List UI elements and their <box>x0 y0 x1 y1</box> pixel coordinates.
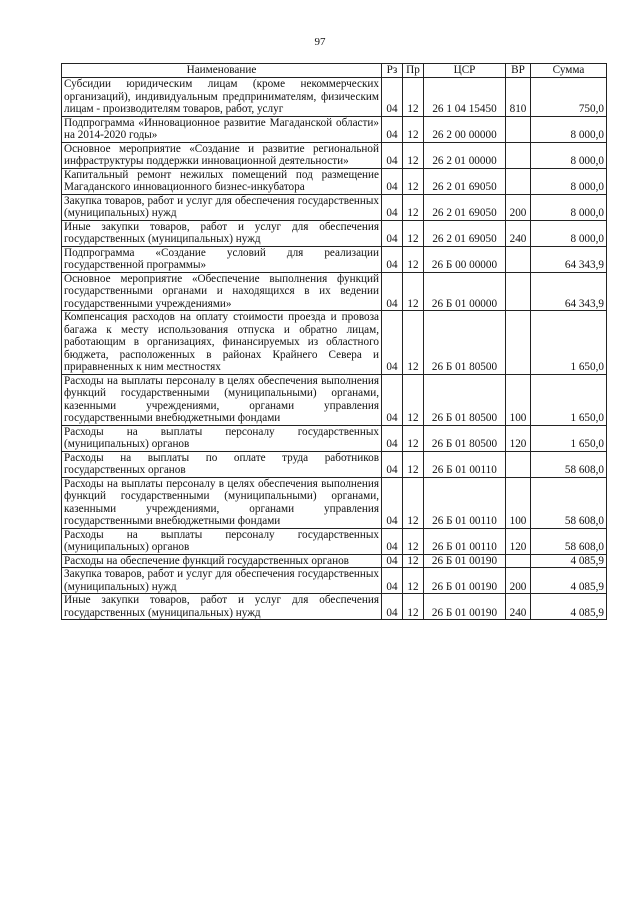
cell-vr: 120 <box>506 528 531 554</box>
cell-sum: 1 650,0 <box>531 425 607 451</box>
page-number: 97 <box>314 36 326 48</box>
cell-csr: 26 2 01 69050 <box>424 194 506 220</box>
header-vr: ВР <box>506 64 531 78</box>
cell-name: Капитальный ремонт нежилых помещений под размещение Магаданского инновационного бизнес-инкубатора <box>62 168 382 194</box>
cell-vr: 200 <box>506 568 531 594</box>
table-row <box>62 78 607 117</box>
table-row <box>62 168 607 194</box>
cell-pr: 12 <box>403 425 424 451</box>
table-row <box>62 311 607 375</box>
cell-rz: 04 <box>382 272 403 311</box>
table-row <box>62 220 607 246</box>
cell-pr: 12 <box>403 477 424 528</box>
cell-sum: 8 000,0 <box>531 168 607 194</box>
cell-sum: 4 085,9 <box>531 554 607 568</box>
cell-rz: 04 <box>382 528 403 554</box>
cell-rz: 04 <box>382 246 403 272</box>
cell-rz: 04 <box>382 568 403 594</box>
cell-vr <box>506 246 531 272</box>
table-row <box>62 554 607 568</box>
table-row <box>62 528 607 554</box>
cell-rz: 04 <box>382 554 403 568</box>
header-sum: Сумма <box>531 64 607 78</box>
cell-name: Подпрограмма «Создание условий для реализации государственной программы» <box>62 246 382 272</box>
cell-rz: 04 <box>382 374 403 425</box>
cell-name: Закупка товаров, работ и услуг для обеспечения государственных (муниципальных) нужд <box>62 568 382 594</box>
cell-sum: 58 608,0 <box>531 477 607 528</box>
cell-csr: 26 Б 01 80500 <box>424 311 506 375</box>
cell-csr: 26 1 04 15450 <box>424 78 506 117</box>
cell-csr: 26 2 00 00000 <box>424 116 506 142</box>
cell-name: Иные закупки товаров, работ и услуг для обеспечения государственных (муниципальных) нужд <box>62 220 382 246</box>
cell-vr: 100 <box>506 477 531 528</box>
cell-csr: 26 Б 01 00000 <box>424 272 506 311</box>
cell-rz: 04 <box>382 425 403 451</box>
cell-vr: 810 <box>506 78 531 117</box>
cell-pr: 12 <box>403 220 424 246</box>
cell-name: Компенсация расходов на оплату стоимости проезда и провоза багажа к месту использования отпуска и обратно лицам, работающим в организациях, финансируемых из областного бюджета, расположенных в районах Крайнего Севера и приравненных к ним местностях <box>62 311 382 375</box>
cell-sum: 8 000,0 <box>531 142 607 168</box>
cell-rz: 04 <box>382 168 403 194</box>
cell-pr: 12 <box>403 554 424 568</box>
cell-vr <box>506 116 531 142</box>
cell-sum: 4 085,9 <box>531 568 607 594</box>
cell-name: Подпрограмма «Инновационное развитие Магаданской области» на 2014-2020 годы» <box>62 116 382 142</box>
cell-vr <box>506 451 531 477</box>
cell-csr: 26 Б 00 00000 <box>424 246 506 272</box>
cell-name: Иные закупки товаров, работ и услуг для обеспечения государственных (муниципальных) нужд <box>62 594 382 620</box>
table-row <box>62 272 607 311</box>
table-row <box>62 246 607 272</box>
cell-csr: 26 Б 01 00110 <box>424 451 506 477</box>
cell-rz: 04 <box>382 194 403 220</box>
cell-pr: 12 <box>403 311 424 375</box>
cell-name: Расходы на выплаты персоналу в целях обеспечения выполнения функций государственными (муниципальными) органами, казенными учреждениями, органами управления государственными внебюджетными фондами <box>62 374 382 425</box>
cell-vr: 200 <box>506 194 531 220</box>
cell-name: Основное мероприятие «Обеспечение выполнения функций государственными органами и находящихся в их ведении государственными учреждениями» <box>62 272 382 311</box>
cell-rz: 04 <box>382 594 403 620</box>
cell-sum: 1 650,0 <box>531 311 607 375</box>
cell-csr: 26 Б 01 00110 <box>424 477 506 528</box>
cell-pr: 12 <box>403 194 424 220</box>
cell-vr: 240 <box>506 220 531 246</box>
cell-pr: 12 <box>403 374 424 425</box>
cell-pr: 12 <box>403 116 424 142</box>
cell-name: Расходы на выплаты персоналу государственных (муниципальных) органов <box>62 425 382 451</box>
cell-sum: 64 343,9 <box>531 272 607 311</box>
table-row <box>62 116 607 142</box>
cell-csr: 26 2 01 00000 <box>424 142 506 168</box>
table-row <box>62 194 607 220</box>
table-header-row <box>62 64 607 78</box>
cell-vr <box>506 272 531 311</box>
cell-sum: 8 000,0 <box>531 194 607 220</box>
table-row <box>62 425 607 451</box>
cell-rz: 04 <box>382 78 403 117</box>
cell-vr <box>506 142 531 168</box>
cell-csr: 26 Б 01 00190 <box>424 554 506 568</box>
cell-csr: 26 Б 01 00110 <box>424 528 506 554</box>
table-row <box>62 374 607 425</box>
cell-pr: 12 <box>403 246 424 272</box>
table-row <box>62 568 607 594</box>
cell-sum: 64 343,9 <box>531 246 607 272</box>
cell-pr: 12 <box>403 528 424 554</box>
cell-csr: 26 2 01 69050 <box>424 168 506 194</box>
cell-csr: 26 Б 01 00190 <box>424 568 506 594</box>
table-row <box>62 594 607 620</box>
cell-rz: 04 <box>382 311 403 375</box>
cell-pr: 12 <box>403 142 424 168</box>
table-row <box>62 477 607 528</box>
cell-sum: 8 000,0 <box>531 220 607 246</box>
cell-vr <box>506 168 531 194</box>
cell-pr: 12 <box>403 594 424 620</box>
cell-name: Основное мероприятие «Создание и развитие региональной инфраструктуры поддержки инновационной деятельности» <box>62 142 382 168</box>
cell-rz: 04 <box>382 477 403 528</box>
header-rz: Рз <box>382 64 403 78</box>
cell-name: Расходы на обеспечение функций государственных органов <box>62 554 382 568</box>
cell-vr: 100 <box>506 374 531 425</box>
cell-sum: 4 085,9 <box>531 594 607 620</box>
cell-pr: 12 <box>403 272 424 311</box>
cell-name: Расходы на выплаты персоналу в целях обеспечения выполнения функций государственными (муниципальными) органами, казенными учреждениями, органами управления государственными внебюджетными фондами <box>62 477 382 528</box>
cell-sum: 750,0 <box>531 78 607 117</box>
cell-csr: 26 2 01 69050 <box>424 220 506 246</box>
cell-rz: 04 <box>382 116 403 142</box>
cell-pr: 12 <box>403 451 424 477</box>
cell-vr <box>506 554 531 568</box>
table-row <box>62 142 607 168</box>
cell-name: Субсидии юридическим лицам (кроме некоммерческих организаций), индивидуальным предпринимателям, физическим лицам - производителям товаров, работ, услуг <box>62 78 382 117</box>
cell-rz: 04 <box>382 142 403 168</box>
cell-pr: 12 <box>403 568 424 594</box>
cell-rz: 04 <box>382 220 403 246</box>
header-pr: Пр <box>403 64 424 78</box>
cell-pr: 12 <box>403 78 424 117</box>
table-row <box>62 451 607 477</box>
cell-vr <box>506 311 531 375</box>
header-csr: ЦСР <box>424 64 506 78</box>
cell-csr: 26 Б 01 80500 <box>424 425 506 451</box>
budget-table <box>61 63 607 620</box>
cell-csr: 26 Б 01 80500 <box>424 374 506 425</box>
header-name: Наименование <box>62 64 382 78</box>
cell-sum: 58 608,0 <box>531 528 607 554</box>
cell-sum: 8 000,0 <box>531 116 607 142</box>
cell-sum: 1 650,0 <box>531 374 607 425</box>
cell-name: Расходы на выплаты по оплате труда работников государственных органов <box>62 451 382 477</box>
cell-sum: 58 608,0 <box>531 451 607 477</box>
cell-vr: 120 <box>506 425 531 451</box>
cell-name: Расходы на выплаты персоналу государственных (муниципальных) органов <box>62 528 382 554</box>
cell-csr: 26 Б 01 00190 <box>424 594 506 620</box>
cell-vr: 240 <box>506 594 531 620</box>
cell-rz: 04 <box>382 451 403 477</box>
cell-pr: 12 <box>403 168 424 194</box>
cell-name: Закупка товаров, работ и услуг для обеспечения государственных (муниципальных) нужд <box>62 194 382 220</box>
